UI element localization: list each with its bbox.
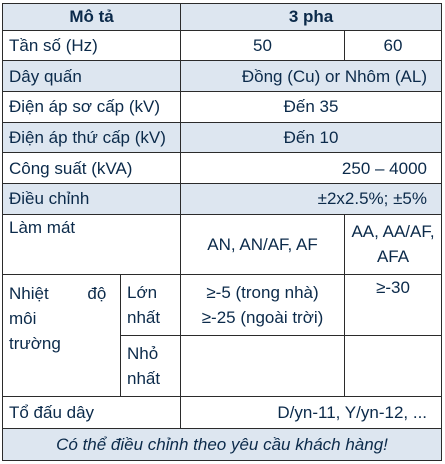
footer-note: Có thể điều chỉnh theo yêu cầu khách hàng! — [3, 429, 442, 461]
row-cooling — [3, 214, 442, 274]
winding-label: Dây quấn — [3, 61, 181, 92]
ambient-temperature-line-2: môi — [9, 308, 37, 328]
cooling-label: Làm mát — [3, 214, 181, 274]
cooling-60-line-1: AA, AA/AF, — [351, 222, 435, 242]
temp-min-50 — [181, 336, 345, 397]
temp-max-line-1: Lớn — [127, 282, 158, 302]
header-3-phase: 3 pha — [181, 4, 442, 31]
temp-max-60: ≥-30 — [345, 274, 442, 335]
row-primary-voltage — [3, 91, 442, 122]
row-power — [3, 153, 442, 184]
secondary-voltage-value: Đến 10 — [181, 122, 442, 153]
adjustment-value: ±2x2.5%; ±5% — [181, 183, 442, 214]
temp-max-50-line-1: ≥-5 (trong nhà) — [206, 282, 319, 302]
row-secondary-voltage — [3, 122, 442, 153]
adjustment-label: Điều chỉnh — [3, 183, 181, 214]
ambient-temperature-line-3: trường — [9, 333, 61, 353]
header-description: Mô tả — [3, 4, 181, 31]
temp-max-50-line-2: ≥-25 (ngoài trời) — [201, 307, 324, 327]
spec-table — [2, 3, 442, 461]
vector-group-label: Tổ đấu dây — [3, 397, 181, 429]
temp-min-line-2: nhất — [127, 369, 161, 389]
row-frequency — [3, 30, 442, 61]
temp-min-label — [121, 336, 181, 397]
primary-voltage-value: Đến 35 — [181, 91, 442, 122]
winding-value: Đồng (Cu) or Nhôm (AL) — [181, 61, 442, 92]
row-adjustment — [3, 183, 442, 214]
secondary-voltage-label: Điện áp thứ cấp (kV) — [3, 122, 181, 153]
frequency-60: 60 — [345, 30, 442, 61]
vector-group-value: D/yn-11, Y/yn-12, ... — [181, 397, 442, 429]
frequency-50: 50 — [181, 30, 345, 61]
ambient-temperature-line-1: Nhiệt độ — [9, 283, 107, 303]
frequency-label: Tần số (Hz) — [3, 30, 181, 61]
power-label: Công suất (kVA) — [3, 153, 181, 184]
cooling-60 — [345, 214, 442, 274]
cooling-60-line-2: AFA — [376, 247, 410, 267]
temp-min-line-1: Nhỏ — [127, 344, 159, 364]
header-row — [3, 4, 442, 31]
temp-max-label — [121, 274, 181, 335]
primary-voltage-label: Điện áp sơ cấp (kV) — [3, 91, 181, 122]
row-vector-group — [3, 397, 442, 429]
power-value: 250 – 4000 — [181, 153, 442, 184]
temp-max-line-2: nhất — [127, 307, 161, 327]
row-temperature-max — [3, 274, 442, 335]
footer-row — [3, 429, 442, 461]
row-winding — [3, 61, 442, 92]
temp-max-50 — [181, 274, 345, 335]
ambient-temperature-label — [3, 274, 121, 397]
temp-min-60 — [345, 336, 442, 397]
cooling-50: AN, AN/AF, AF — [181, 214, 345, 274]
